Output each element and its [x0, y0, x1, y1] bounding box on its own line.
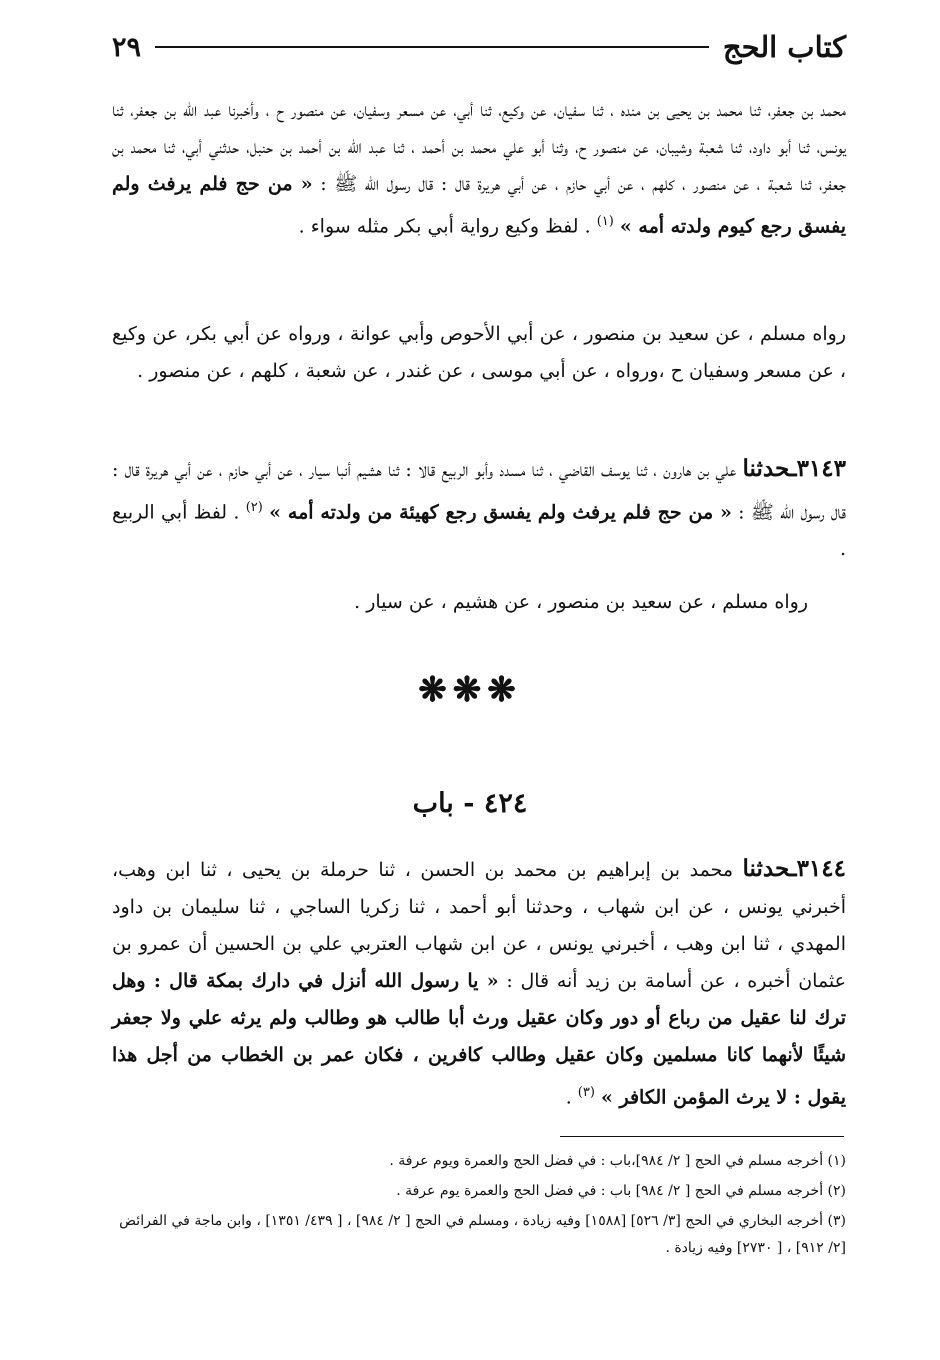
paragraph-tail: . لفظ أبي الربيع . — [112, 501, 846, 561]
section-separator: ❋❋❋ — [418, 670, 522, 710]
isnad-text: علي بن هارون ، ثنا يوسف القاضي ، ثنا مسدد وأبو الربيع قالا : ثنا هشيم أنبا سيار ، عن أبي حازم ، عن أبي هريرة قال : قال رسول الله ﷺ : — [112, 459, 847, 524]
chapter-heading: ٤٢٤ - باب — [412, 788, 528, 819]
footnote-separator-rule — [560, 1136, 844, 1137]
hadith-paragraph-3144 — [112, 850, 846, 1116]
takhrij-paragraph — [112, 316, 846, 390]
hadith-paragraph-3143 — [112, 450, 846, 568]
takhrij-paragraph — [112, 584, 808, 621]
footnote-3: (٣) أخرجه البخاري في الحج [٣/ ٥٢٦] [١٥٨٨] وفيه زيادة ، ومسلم في الحج [ ٢/ ٩٨٤] ، [ ٤٣٩/ ١٣٥١] ، وابن ماجة في الفرائض [٢/ ٩١٢] ، [ ٢٧٣٠] وفيه زيادة . — [119, 1213, 846, 1256]
isnad-text: محمد بن إبراهيم بن محمد بن الحسن ، ثنا حرملة بن يحيى ، ثنا ابن وهب، أخبرني يونس ، عن ابن شهاب ، وحدثنا أبو أحمد ، ثنا زكريا الساجي ، ثنا سليمان بن داود المهدي ، ثنا ابن وهب ، أخبرني يونس ، عن ابن شهاب العتربي علي بن الحسين أن عمرو بن عثمان أخبره ، عن أسامة بن زيد أنه قال : — [112, 859, 846, 992]
hadith-number: ٣١٤٣ـ — [789, 455, 846, 482]
takhrij-text: رواه مسلم ، عن سعيد بن منصور ، عن هشيم ، عن سيار . — [354, 591, 808, 613]
footnote-2: (٢) أخرجه مسلم في الحج [ ٢/ ٩٨٤] باب : في فضل الحج والعمرة يوم عرفة . — [396, 1183, 846, 1199]
footnote-reference: (١) — [596, 214, 614, 229]
hadith-quote: « من حج فلم يرفث ولم يفسق رجع كهيئة من ولدته أمه » — [269, 501, 732, 524]
paragraph-tail: . لفظ وكيع رواية أبي بكر مثله سواء . — [298, 215, 591, 238]
isnad-text: محمد بن جعفر، ثنا محمد بن يحيى بن منده ، ثنا سفيان، عن وكيع، ثنا أبي، عن مسعر وسفيان، عن منصور ح ، وأخبرنا عبد الله بن جعفر، ثنا يونس، ثنا أبو داود، ثنا شعبة وشيبان، عن منصور ح، وثنا أبو علي محمد بن أحمد ، ثنا عبد الله بن أحمد بن حنبل، حدثني أبي، ثنا محمد بن جعفر، ثنا شعبة ، عن منصور ، كلهم ، عن أبي حازم ، عن أبي هريرة قال : قال رسول الله ﷺ : — [112, 99, 846, 195]
page-header — [112, 22, 846, 72]
hadith-quote: « من حج فلم يرفث ولم يفسق رجع كيوم ولدته أمه » — [112, 173, 846, 238]
footnote-1: (١) أخرجه مسلم في الحج [ ٢/ ٩٨٤]،باب : في فضل الحج والعمرة ويوم عرفة . — [389, 1153, 846, 1169]
hadith-keyword: حدثنا — [742, 455, 790, 482]
paragraph-tail: . — [565, 1086, 572, 1109]
hadith-quote: « يا رسول الله أنزل في دارك بمكة قال : وهل ترك لنا عقيل من رباع أو دور وكان عقيل ورث أبا طالب هو وطالب ولم يرثه علي ولا جعفر شيئًا لأنهما كانا مسلمين وكان عقيل وطالب كافرين ، فكان عمر بن الخطاب من أجل هذا يقول : لا يرث المؤمن الكافر » — [112, 970, 846, 1109]
footnote-reference: (٣) — [577, 1085, 595, 1100]
hadith-keyword: حدثنا — [742, 855, 790, 882]
running-title: كتاب الحج — [722, 30, 846, 64]
header-rule — [155, 46, 709, 48]
hadith-number: ٣١٤٤ـ — [789, 855, 846, 882]
page-number: ٢٩ — [112, 31, 142, 63]
footnote-reference: (٢) — [245, 500, 263, 515]
takhrij-text: رواه مسلم ، عن سعيد بن منصور ، عن أبي الأحوص وأبي عوانة ، ورواه عن أبي بكر، عن وكيع ، عن مسعر وسفيان ح ،ورواه ، عن أبي موسى ، عن غندر ، عن شعبة ، كلهم ، عن منصور . — [112, 323, 846, 382]
hadith-paragraph-continuation — [112, 92, 846, 245]
